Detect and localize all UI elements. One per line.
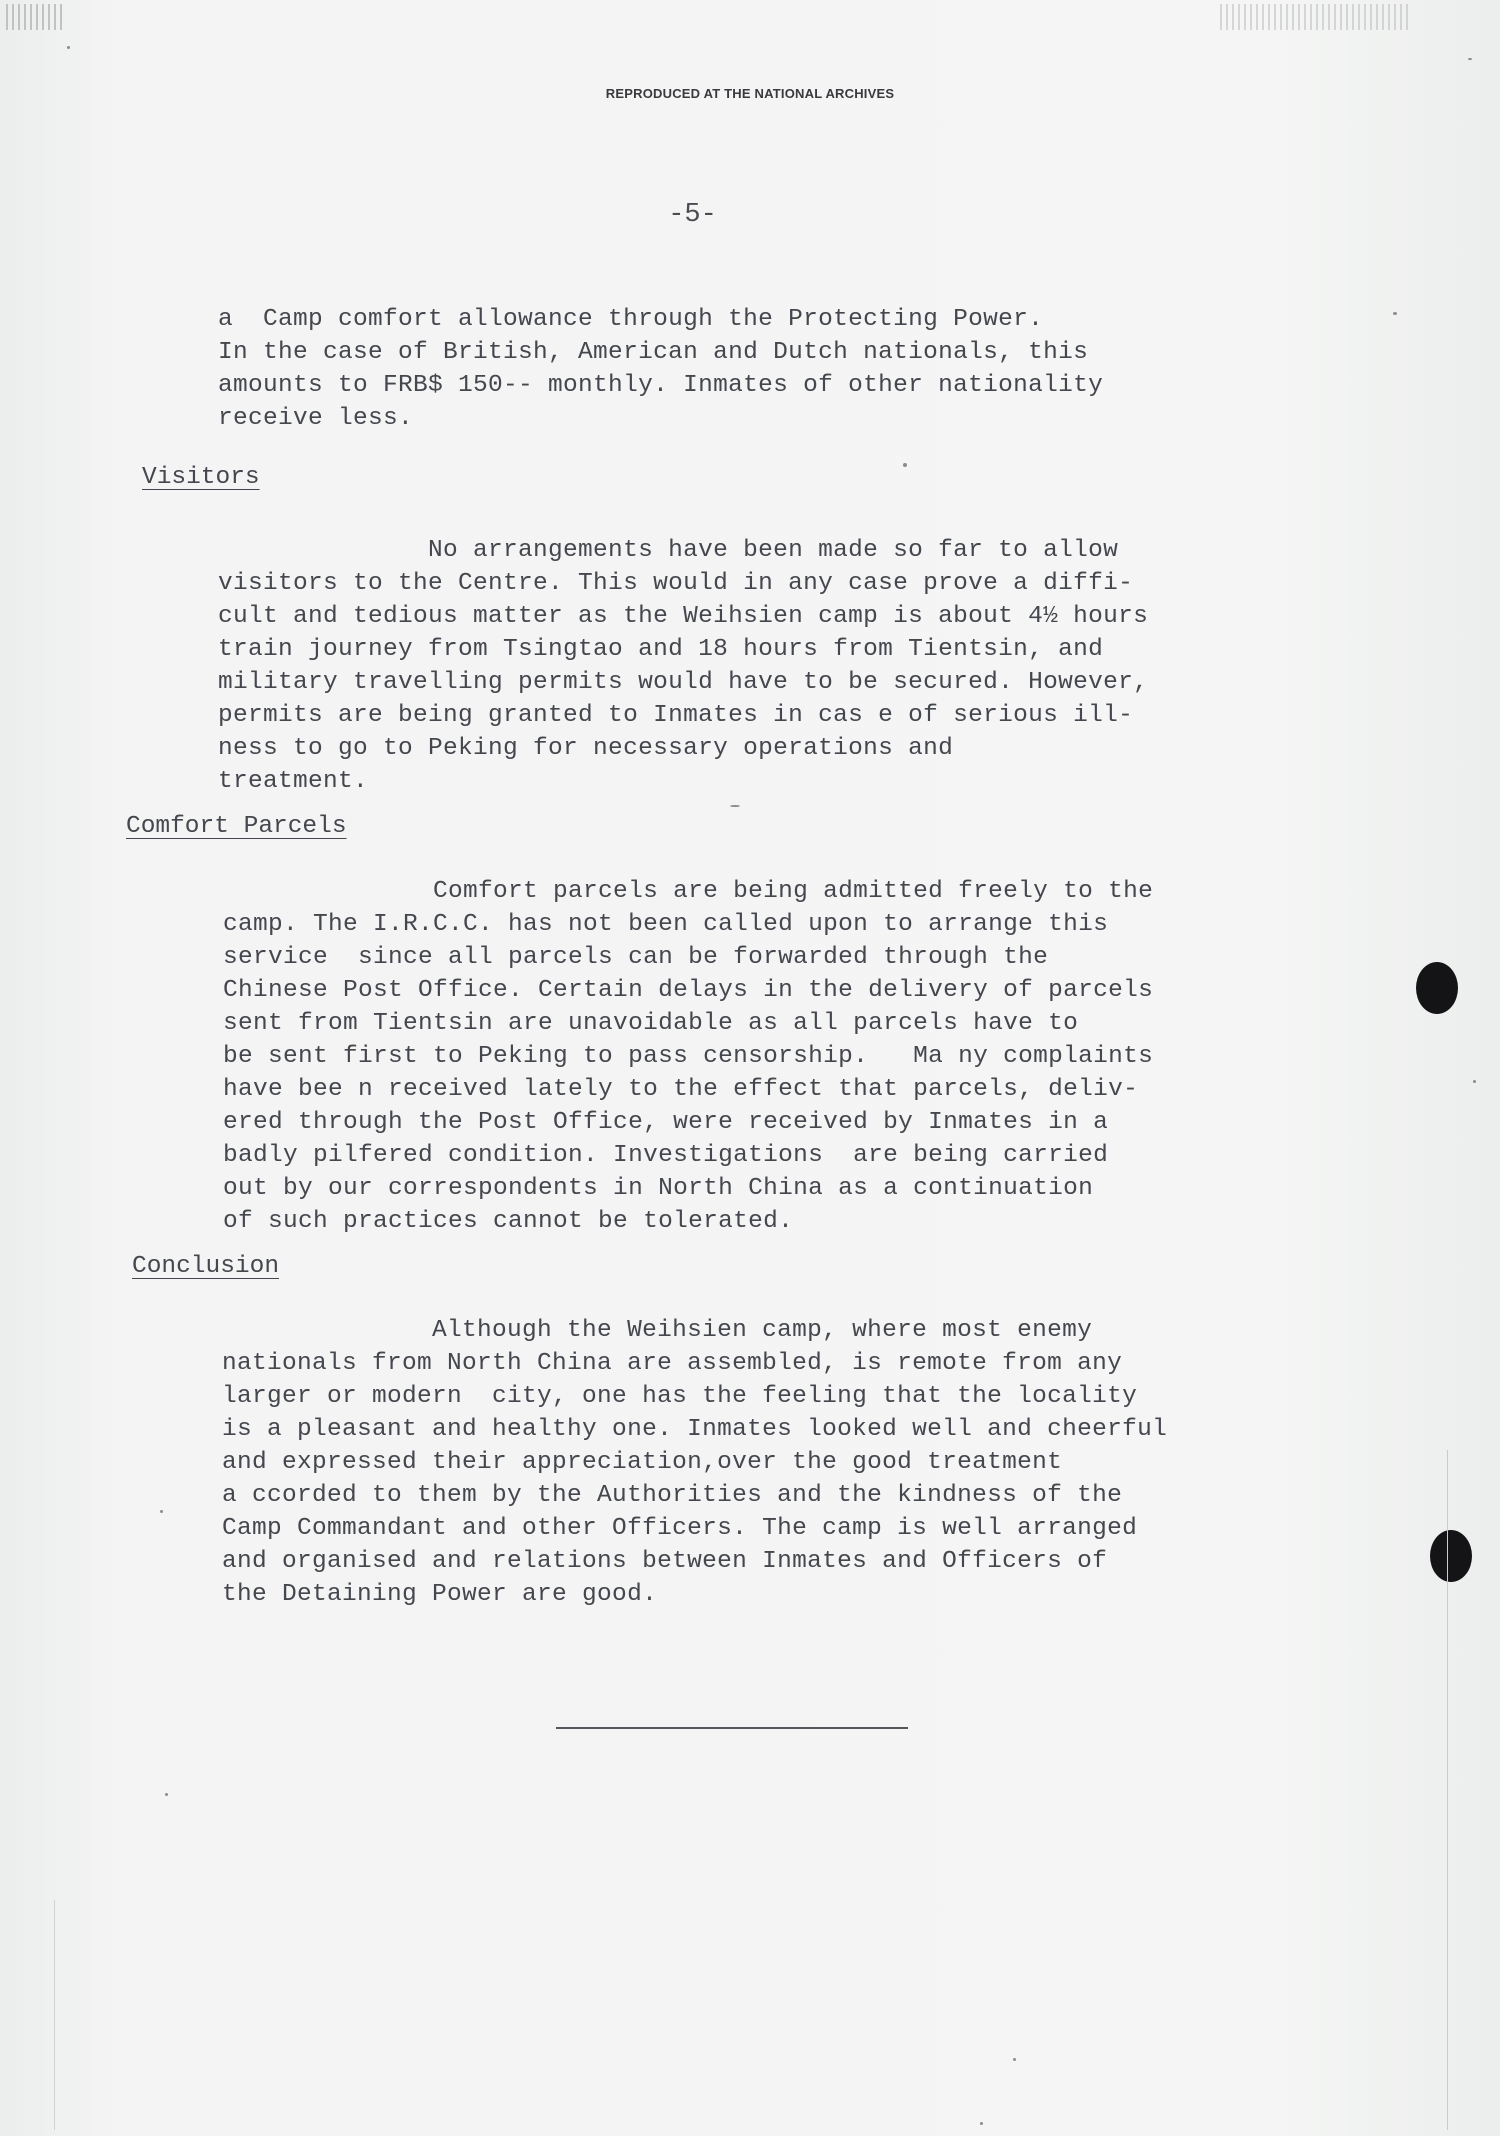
paragraph-line: have bee n received lately to the effect that parcels, deliv- (223, 1076, 1139, 1103)
dust-speck (1013, 2058, 1016, 2061)
paragraph-line: Chinese Post Office. Certain delays in the delivery of parcels (223, 977, 1154, 1004)
scan-margin-line-left (54, 1900, 55, 2130)
dust-speck (903, 463, 907, 467)
paragraph-line: the Detaining Power are good. (222, 1581, 658, 1608)
punch-hole-bottom (1430, 1530, 1472, 1582)
dust-speck (1473, 1080, 1476, 1083)
paragraph-line: badly pilfered condition. Investigations are being carried (223, 1142, 1109, 1169)
section-heading-conclusion: Conclusion (132, 1253, 280, 1280)
archive-stamp: REPRODUCED AT THE NATIONAL ARCHIVES (605, 86, 895, 101)
paragraph-line: and organised and relations between Inmates and Officers of (222, 1548, 1108, 1575)
intro-line: a Camp comfort allowance through the Protecting Power. (218, 306, 1044, 333)
paragraph-line: No arrangements have been made so far to allow (218, 537, 1119, 564)
page-number: -5- (668, 200, 717, 230)
dust-speck (165, 1793, 168, 1796)
paragraph-line: permits are being granted to Inmates in cas e of serious ill- (218, 702, 1134, 729)
punch-hole-top (1416, 962, 1458, 1014)
paragraph-line: train journey from Tsingtao and 18 hours from Tientsin, and (218, 636, 1104, 663)
scan-margin-line-right (1447, 1450, 1448, 2130)
paragraph-line: Comfort parcels are being admitted freely to the (223, 878, 1154, 905)
dust-speck (1468, 58, 1472, 60)
intro-line: receive less. (218, 405, 414, 432)
scan-edge-artifact-right (1220, 4, 1410, 30)
paragraph-line: ered through the Post Office, were received by Inmates in a (223, 1109, 1109, 1136)
scan-edge-artifact-left (6, 4, 66, 30)
dust-speck (67, 46, 70, 49)
paragraph-line: military travelling permits would have to be secured. However, (218, 669, 1149, 696)
dust-speck (1393, 312, 1397, 315)
paragraph-line: of such practices cannot be tolerated. (223, 1208, 794, 1235)
dust-speck (730, 805, 740, 807)
paragraph-line: nationals from North China are assembled, is remote from any (222, 1350, 1123, 1377)
paragraph-line: service since all parcels can be forwarded through the (223, 944, 1049, 971)
paragraph-line: is a pleasant and healthy one. Inmates looked well and cheerful (222, 1416, 1168, 1443)
end-of-section-rule (556, 1727, 908, 1729)
paragraph-line: Camp Commandant and other Officers. The camp is well arranged (222, 1515, 1138, 1542)
dust-speck (160, 1510, 163, 1513)
paragraph-line: larger or modern city, one has the feeling that the locality (222, 1383, 1138, 1410)
paragraph-line: cult and tedious matter as the Weihsien camp is about 4½ hours (218, 603, 1149, 630)
paragraph-line: and expressed their appreciation,over the good treatment (222, 1449, 1063, 1476)
paragraph-line: treatment. (218, 768, 369, 795)
intro-line: In the case of British, American and Dutch nationals, this (218, 339, 1089, 366)
paragraph-line: visitors to the Centre. This would in any case prove a diffi- (218, 570, 1134, 597)
paragraph-line: sent from Tientsin are unavoidable as all parcels have to (223, 1010, 1079, 1037)
paragraph-line: be sent first to Peking to pass censorship. Ma ny complaints (223, 1043, 1154, 1070)
section-heading-comfort-parcels: Comfort Parcels (126, 813, 347, 840)
paragraph-line: a ccorded to them by the Authorities and the kindness of the (222, 1482, 1123, 1509)
section-heading-visitors: Visitors (142, 464, 260, 491)
intro-line: amounts to FRB$ 150-- monthly. Inmates of other nationality (218, 372, 1104, 399)
paragraph-line: out by our correspondents in North China as a continuation (223, 1175, 1094, 1202)
dust-speck (980, 2122, 983, 2125)
paragraph-line: ness to go to Peking for necessary operations and (218, 735, 954, 762)
paragraph-line: Although the Weihsien camp, where most enemy (222, 1317, 1093, 1344)
paragraph-line: camp. The I.R.C.C. has not been called upon to arrange this (223, 911, 1109, 938)
